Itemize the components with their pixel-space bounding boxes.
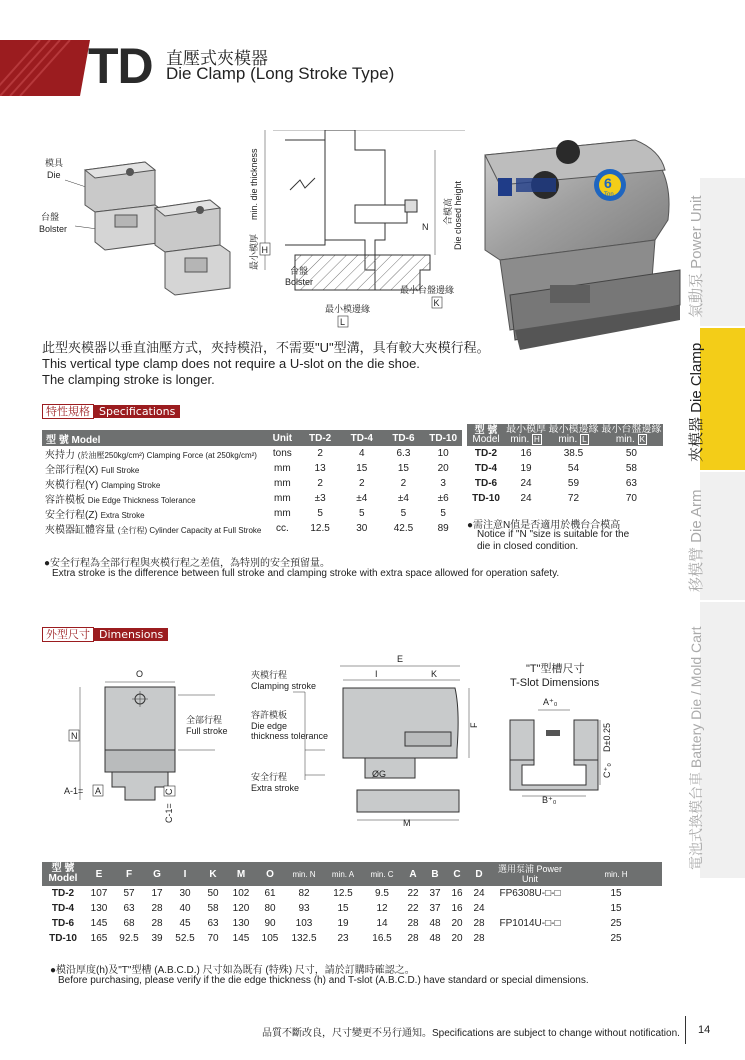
- title-zh: 直壓式夾模器: [166, 49, 268, 69]
- footer-text: 品質不斷改良，尺寸變更不另行通知。Specifications are subject to change without notification.: [262, 1028, 680, 1039]
- label-closed-height-en: Die closed height: [453, 180, 463, 250]
- label-b-plus: B⁺₀: [542, 795, 557, 805]
- label-bolster2-en: Bolster: [285, 277, 314, 287]
- table-row: TD-10 24 72 70: [472, 493, 637, 504]
- label-bolster: 台盤: [41, 212, 60, 222]
- label-a1: A-1=: [64, 786, 84, 796]
- tab-die-clamp[interactable]: 夾模器 Die Clamp: [700, 328, 745, 472]
- spec-row: 夾模器缸體容量 (全行程) Cylinder Capacity at Full Stroke cc. 12.5 30 42.5 89: [45, 523, 449, 536]
- label-full-stroke-en: Full stroke: [186, 726, 228, 736]
- spec-table: [42, 430, 462, 536]
- label-bolster2: 台盤: [290, 266, 309, 276]
- label-a-box: A: [95, 786, 102, 796]
- label-extra-zh: 安全行程: [251, 772, 288, 782]
- label-bolster-en: Bolster: [39, 224, 68, 234]
- label-o: O: [136, 669, 144, 679]
- header-stripes: [0, 40, 75, 96]
- table-row: TD-6 145 68 28 45 63 130 90 103 19 14 28 48 20 28 FP1014U-□-□ 25: [51, 918, 622, 929]
- table-row: TD-4 19 54 58: [474, 463, 637, 474]
- label-full-stroke-zh: 全部行程: [186, 715, 223, 725]
- spec-section-label: 特性規格 Specifications: [42, 404, 180, 420]
- label-c1: C-1=: [164, 803, 174, 823]
- clamp-section-figure: [245, 130, 470, 330]
- label-g: ØG: [372, 769, 387, 779]
- intro-en-1: This vertical type clamp does not require a U-slot on the die shoe.: [42, 356, 420, 371]
- tab-battery-cart[interactable]: 電池式換模台車 Battery Die / Mold Cart: [700, 602, 745, 880]
- label-min-bolster-edge: 最小台盤邊緣: [400, 285, 455, 295]
- footer-divider: [685, 1016, 686, 1044]
- label-tolerance-zh: 容許模板: [251, 710, 288, 720]
- product-photo: [480, 130, 685, 355]
- label-a-plus: A⁺₀: [543, 697, 558, 707]
- spec-h-model: 型 號 Model: [42, 430, 265, 446]
- table-row: TD-2 107 57 17 30 50 102 61 82 12.5 9.5 22 37 16 24 FP6308U-□-□ 15: [51, 888, 622, 899]
- spec-h-td6: TD-6: [383, 430, 425, 446]
- tab-die-arm[interactable]: 移模臂 Die Arm: [700, 472, 745, 602]
- table-row: TD-6 24 59 63: [474, 478, 637, 489]
- spec-note-en: Extra stroke is the difference between full stroke and clamping stroke with extra space allowed for operation safety.: [52, 568, 560, 579]
- clamp-isometric-figure: [35, 150, 250, 300]
- min-dim-table: 型 號 Model 最小模厚 min. H 最小模邊緣 min. L 最小台盤邊緣 min. K TD-2 16 38.5 50 TD-4 19 54 58 TD-6 24 59 63 TD-10 24 72 70: [467, 424, 663, 506]
- dimension-table: 型 號 Model E F G I K M O min. N min. A min. C A B C D 選用泵浦 Power Unit min. H TD-2 107 57 17 30 50 102 61 82 12.5 9.5 22 37 16 24 FP6308U-□-□ 15 TD-4 130 63 28 40 58 120 80 93 15 12 22 37 16 24 15 TD-6 145 68 28 45 63 130 90 103 19 14 28 48 20 28 FP1014U-□-□ 25 TD-10 165 92.5 39 52.5 70 145 105 132.5 23 16.5 28 48 20 28 25: [42, 862, 662, 946]
- label-i: I: [375, 669, 378, 679]
- label-min-die-thickness-en: min. die thickness: [249, 148, 259, 220]
- label-extra-en: Extra stroke: [251, 783, 300, 793]
- label-k-dim: K: [431, 669, 438, 679]
- label-h-box: H: [261, 245, 268, 255]
- page-number: 14: [698, 1024, 711, 1036]
- dim-note-zh: ●模沿厚度(h)及"T"型槽 (A.B.C.D.) 尺寸如為既有 (特殊) 尺寸，請於訂購時確認之。: [50, 965, 415, 976]
- label-c-plus: C⁺₀: [602, 763, 612, 778]
- right-note-en-1: Notice if "N "size is suitable for the: [477, 529, 630, 540]
- label-min-die-edge: 最小模邊緣: [325, 304, 371, 314]
- tslot-drawing: [500, 660, 640, 810]
- spec-row: 夾模行程(Y) Clamping Stroke mm 2 2 2 3: [45, 478, 446, 491]
- label-k-box: K: [433, 298, 440, 308]
- label-n: N: [422, 222, 429, 232]
- label-d-tol: D±0.25: [602, 723, 612, 752]
- spec-h-td4: TD-4: [341, 430, 383, 446]
- dim-note-en: Before purchasing, please verify if the die edge thickness (h) and T-slot (A.B.C.D.) have standard or special dimensions.: [58, 975, 589, 986]
- spec-h-td10: TD-10: [424, 430, 462, 446]
- product-code: TD: [88, 38, 153, 94]
- right-note-zh: ●需注意N值是否適用於機台合模高: [467, 520, 621, 531]
- title-en: Die Clamp (Long Stroke Type): [166, 64, 395, 83]
- label-clamping-zh: 夾模行程: [251, 670, 288, 680]
- label-tslot-en: T-Slot Dimensions: [510, 677, 600, 689]
- spec-h-unit: Unit: [265, 430, 299, 446]
- right-note-en-2: die in closed condition.: [477, 541, 579, 552]
- dim-section-label: 外型尺寸 Dimensions: [42, 627, 168, 643]
- label-closed-height-zh: 合模高: [443, 197, 453, 225]
- table-row: TD-2 16 38.5 50: [474, 448, 637, 459]
- tab-power-unit[interactable]: 氣動泵 Power Unit: [700, 178, 745, 328]
- intro-en-2: The clamping stroke is longer.: [42, 372, 215, 387]
- spec-row: 安全行程(Z) Extra Stroke mm 5 5 5 5: [45, 508, 446, 521]
- label-f: F: [469, 722, 479, 728]
- label-l-box: L: [340, 317, 346, 327]
- label-tslot-zh: "T"型槽尺寸: [526, 663, 585, 675]
- side-view-drawing: [245, 650, 495, 835]
- label-min-die-thickness-zh: 最小模厚: [249, 233, 259, 270]
- label-m: M: [403, 818, 411, 828]
- spec-row: 夾持力 (於油壓250kg/cm²) Clamping Force (at 250kg/cm²) tons 2 4 6.3 10: [45, 448, 449, 461]
- label-tolerance-en2: thickness tolerance: [251, 731, 329, 741]
- intro-zh: 此型夾模器以垂直油壓方式，夾持模沿，不需要"U"型溝，具有較大夾模行程。: [42, 340, 490, 355]
- label-c-box: C: [164, 788, 174, 795]
- front-view-drawing: [60, 665, 240, 840]
- table-row: TD-4 130 63 28 40 58 120 80 93 15 12 22 37 16 24 15: [51, 903, 622, 914]
- label-tolerance-en1: Die edge: [251, 721, 288, 731]
- table-row: TD-10 165 92.5 39 52.5 70 145 105 132.5 23 16.5 28 48 20 28 25: [49, 933, 622, 944]
- label-die-en: Die: [47, 170, 61, 180]
- dim-h-model: 型 號 Model: [42, 862, 84, 886]
- label-die: 模具: [45, 158, 64, 168]
- spec-h-td2: TD-2: [299, 430, 341, 446]
- spec-row: 容許模板 Die Edge Thickness Tolerance mm ±3 ±4 ±4 ±6: [45, 493, 449, 506]
- spec-note-zh: ●安全行程為全部行程與夾模行程之差值，為特別的安全預留量。: [44, 558, 331, 569]
- label-n-dim: N: [71, 731, 78, 741]
- label-e: E: [397, 654, 404, 664]
- label-clamping-en: Clamping stroke: [251, 681, 317, 691]
- product-ton: Ton: [604, 192, 614, 198]
- product-capacity: 6: [604, 175, 612, 191]
- spec-row: 全部行程(X) Full Stroke mm 13 15 15 20: [45, 463, 449, 476]
